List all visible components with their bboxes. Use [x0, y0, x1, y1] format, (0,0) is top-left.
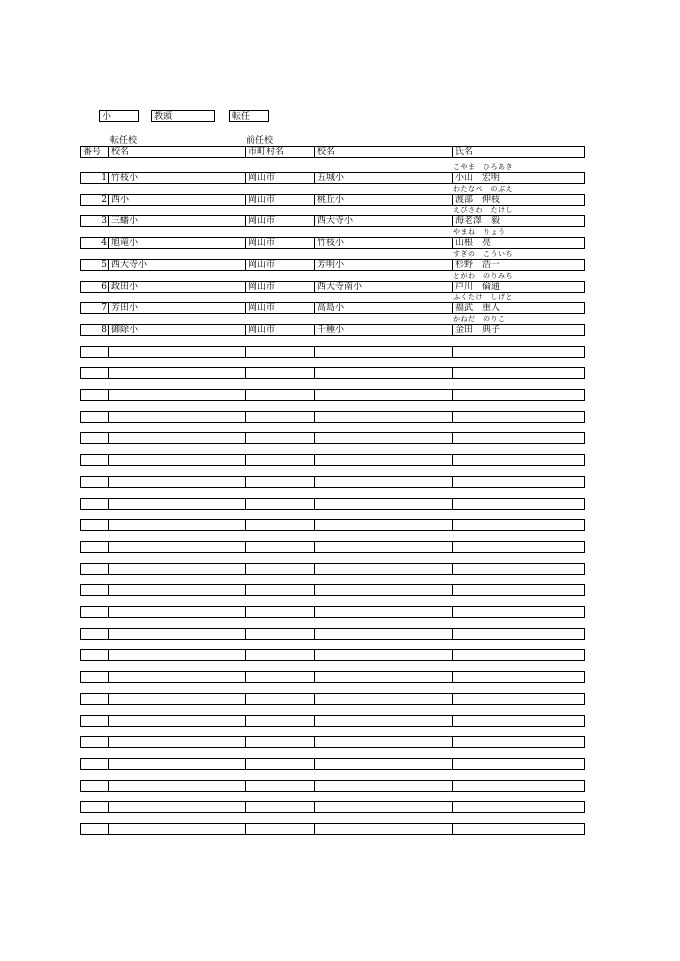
cell-name: 金田 典子: [452, 325, 584, 335]
cell-city: 岡山市: [245, 173, 314, 183]
cell-prev-school: [314, 694, 452, 704]
empty-table-row: [80, 389, 585, 401]
cell-number: [81, 520, 108, 530]
empty-table-row: [80, 780, 585, 792]
cell-prev-school: 五城小: [314, 173, 452, 183]
cell-school: [108, 716, 245, 726]
cell-school: [108, 781, 245, 791]
cell-city: [245, 412, 314, 422]
col-school-name: 校名: [108, 147, 245, 157]
cell-number: 7: [101, 303, 107, 313]
cell-name: [452, 650, 584, 660]
cell-prev-school: [314, 607, 452, 617]
empty-table-row: [80, 346, 585, 358]
cell-number: [81, 412, 108, 422]
cell-school: 御除小: [108, 325, 245, 335]
empty-table-row: [80, 498, 585, 510]
cell-school: [108, 650, 245, 660]
cell-name: [452, 759, 584, 769]
cell-school: 旭竜小: [108, 238, 245, 248]
cell-name: [452, 520, 584, 530]
cell-number: [81, 390, 108, 400]
cell-city: [245, 672, 314, 682]
cell-school: [108, 694, 245, 704]
cell-name: 海老澤 毅: [452, 216, 584, 226]
cell-city: [245, 737, 314, 747]
cell-name: [452, 433, 584, 443]
cell-prev-school: [314, 759, 452, 769]
cell-school: [108, 499, 245, 509]
cell-name: [452, 824, 584, 834]
cell-name: 戸川 倫通: [452, 282, 584, 292]
cell-prev-school: [314, 542, 452, 552]
name-furigana: やまね りょう: [453, 228, 506, 236]
cell-name: 福武 重人: [452, 303, 584, 313]
school-type-box: [99, 110, 139, 122]
cell-school: [108, 368, 245, 378]
empty-table-row: [80, 432, 585, 444]
cell-number: [81, 802, 108, 812]
empty-table-row: [80, 519, 585, 531]
cell-city: [245, 585, 314, 595]
cell-number: [81, 607, 108, 617]
empty-table-row: [80, 649, 585, 661]
empty-table-row: [80, 736, 585, 748]
cell-school: [108, 520, 245, 530]
cell-prev-school: [314, 433, 452, 443]
cell-prev-school: 竹枝小: [314, 238, 452, 248]
col-prev-school-name: 校名: [314, 147, 452, 157]
cell-school: [108, 629, 245, 639]
cell-prev-school: [314, 824, 452, 834]
staff-type-label: 教頭: [154, 112, 173, 122]
cell-prev-school: [314, 368, 452, 378]
col-name: 氏名: [452, 147, 584, 157]
cell-prev-school: 桃丘小: [314, 195, 452, 205]
empty-table-row: [80, 693, 585, 705]
cell-prev-school: 千種小: [314, 325, 452, 335]
cell-city: [245, 650, 314, 660]
prev-school-group-label: 前任校: [246, 136, 274, 146]
cell-city: [245, 455, 314, 465]
empty-table-row: [80, 671, 585, 683]
cell-prev-school: [314, 781, 452, 791]
cell-school: [108, 455, 245, 465]
cell-number: 8: [101, 325, 107, 335]
cell-number: [81, 542, 108, 552]
cell-city: [245, 781, 314, 791]
cell-name: 山根 亮: [452, 238, 584, 248]
empty-table-row: [80, 541, 585, 553]
name-furigana: ふくたけ しげと: [453, 293, 513, 301]
cell-number: [81, 499, 108, 509]
cell-school: 芳田小: [108, 303, 245, 313]
empty-table-row: [80, 801, 585, 813]
cell-school: [108, 607, 245, 617]
table-row: [80, 324, 585, 336]
cell-number: [81, 694, 108, 704]
cell-school: [108, 802, 245, 812]
empty-table-row: [80, 563, 585, 575]
cell-prev-school: [314, 499, 452, 509]
cell-name: [452, 585, 584, 595]
cell-city: 岡山市: [245, 282, 314, 292]
cell-school: [108, 412, 245, 422]
cell-name: [452, 542, 584, 552]
cell-name: [452, 629, 584, 639]
table-row: [80, 215, 585, 227]
cell-school: [108, 672, 245, 682]
cell-number: [81, 368, 108, 378]
table-row: [80, 172, 585, 184]
cell-city: [245, 629, 314, 639]
cell-number: [81, 716, 108, 726]
cell-number: 2: [101, 195, 107, 205]
cell-prev-school: [314, 520, 452, 530]
empty-table-row: [80, 758, 585, 770]
table-header: [80, 146, 585, 158]
name-furigana: こやま ひろあき: [453, 163, 513, 171]
cell-school: [108, 347, 245, 357]
name-furigana: すぎの こういち: [453, 250, 513, 258]
cell-school: 政田小: [108, 282, 245, 292]
cell-name: [452, 347, 584, 357]
staff-type-box: [151, 110, 215, 122]
cell-number: [81, 650, 108, 660]
cell-number: [81, 585, 108, 595]
cell-name: 小山 宏明: [452, 173, 584, 183]
cell-number: [81, 737, 108, 747]
cell-school: [108, 737, 245, 747]
cell-city: [245, 433, 314, 443]
table-row: [80, 281, 585, 293]
cell-name: [452, 672, 584, 682]
cell-prev-school: 高島小: [314, 303, 452, 313]
cell-city: 岡山市: [245, 216, 314, 226]
cell-city: 岡山市: [245, 238, 314, 248]
cell-name: [452, 455, 584, 465]
cell-city: [245, 520, 314, 530]
cell-school: [108, 390, 245, 400]
cell-number: 6: [101, 282, 107, 292]
cell-number: [81, 781, 108, 791]
table-row: [80, 194, 585, 206]
cell-city: [245, 347, 314, 357]
empty-table-row: [80, 454, 585, 466]
cell-number: [81, 433, 108, 443]
cell-school: [108, 542, 245, 552]
cell-number: 4: [101, 238, 107, 248]
table-row: [80, 237, 585, 249]
cell-prev-school: [314, 629, 452, 639]
cell-city: [245, 477, 314, 487]
cell-name: [452, 499, 584, 509]
cell-city: [245, 694, 314, 704]
cell-number: [81, 672, 108, 682]
cell-school: 竹枝小: [108, 173, 245, 183]
cell-city: [245, 564, 314, 574]
cell-school: 西小: [108, 195, 245, 205]
empty-table-row: [80, 584, 585, 596]
empty-table-row: [80, 823, 585, 835]
col-municipality: 市町村名: [245, 147, 314, 157]
cell-prev-school: [314, 802, 452, 812]
cell-number: [81, 759, 108, 769]
cell-name: [452, 607, 584, 617]
cell-number: 3: [101, 216, 107, 226]
cell-number: 5: [101, 260, 107, 270]
cell-school: [108, 433, 245, 443]
cell-school: [108, 564, 245, 574]
cell-number: 1: [101, 173, 107, 183]
name-furigana: わたなべ のぶえ: [453, 185, 513, 193]
cell-city: [245, 759, 314, 769]
cell-name: [452, 368, 584, 378]
cell-city: [245, 499, 314, 509]
cell-prev-school: [314, 412, 452, 422]
cell-number: [81, 455, 108, 465]
cell-school: [108, 477, 245, 487]
cell-number: [81, 564, 108, 574]
cell-city: [245, 542, 314, 552]
cell-city: [245, 390, 314, 400]
col-number: 番号: [83, 147, 102, 157]
cell-prev-school: 西大寺南小: [314, 282, 452, 292]
cell-school: [108, 824, 245, 834]
cell-number: [81, 347, 108, 357]
name-furigana: えびさわ たけし: [453, 206, 513, 214]
cell-city: 岡山市: [245, 303, 314, 313]
cell-school: 西大寺小: [108, 260, 245, 270]
move-type-box: [229, 110, 269, 122]
cell-prev-school: [314, 716, 452, 726]
cell-name: 杉野 浩一: [452, 260, 584, 270]
cell-city: [245, 607, 314, 617]
cell-name: [452, 716, 584, 726]
cell-city: 岡山市: [245, 195, 314, 205]
name-furigana: とがわ のりみち: [453, 272, 513, 280]
table-row: [80, 302, 585, 314]
cell-number: [81, 629, 108, 639]
cell-name: [452, 412, 584, 422]
empty-table-row: [80, 715, 585, 727]
cell-name: 渡部 伸枝: [452, 195, 584, 205]
cell-prev-school: [314, 347, 452, 357]
cell-name: [452, 737, 584, 747]
empty-table-row: [80, 411, 585, 423]
cell-prev-school: [314, 477, 452, 487]
cell-name: [452, 781, 584, 791]
cell-city: [245, 824, 314, 834]
cell-prev-school: [314, 585, 452, 595]
cell-city: [245, 716, 314, 726]
cell-prev-school: [314, 650, 452, 660]
cell-prev-school: 西大寺小: [314, 216, 452, 226]
name-furigana: かねだ のりこ: [453, 315, 506, 323]
cell-school: [108, 759, 245, 769]
empty-table-row: [80, 367, 585, 379]
empty-table-row: [80, 606, 585, 618]
cell-number: [81, 477, 108, 487]
cell-prev-school: [314, 737, 452, 747]
cell-number: [81, 824, 108, 834]
move-type-label: 転任: [232, 112, 251, 122]
cell-name: [452, 694, 584, 704]
to-school-group-label: 転任校: [110, 136, 138, 146]
cell-name: [452, 564, 584, 574]
cell-name: [452, 802, 584, 812]
empty-table-row: [80, 476, 585, 488]
cell-prev-school: 芳明小: [314, 260, 452, 270]
table-row: [80, 259, 585, 271]
empty-table-row: [80, 628, 585, 640]
cell-prev-school: [314, 390, 452, 400]
cell-city: [245, 802, 314, 812]
cell-city: [245, 368, 314, 378]
cell-school: [108, 585, 245, 595]
cell-city: 岡山市: [245, 260, 314, 270]
school-type-label: 小: [102, 112, 112, 122]
cell-name: [452, 477, 584, 487]
cell-city: 岡山市: [245, 325, 314, 335]
cell-prev-school: [314, 455, 452, 465]
cell-school: 三蟠小: [108, 216, 245, 226]
cell-prev-school: [314, 564, 452, 574]
cell-name: [452, 390, 584, 400]
cell-prev-school: [314, 672, 452, 682]
